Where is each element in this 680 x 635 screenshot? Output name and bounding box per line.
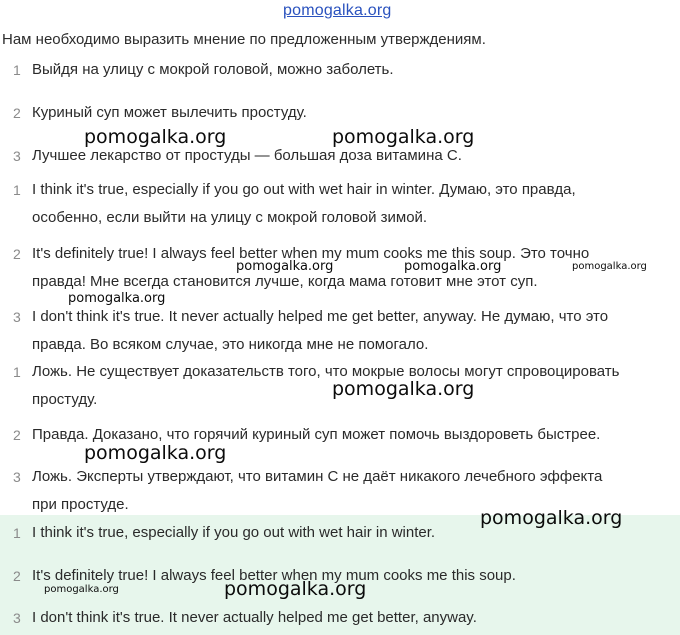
item-text-line1: I don't think it's true. It never actually helped me get better, anyway. Не думаю, что это	[32, 308, 609, 325]
item-text-line2: простуду.	[32, 391, 98, 408]
watermark: pomogalka.org	[68, 291, 166, 306]
item-text-line2: правда! Мне всегда становится лучше, когда мама готовит мне этот суп.	[32, 273, 538, 290]
item-text-line2: при простуде.	[32, 496, 129, 513]
item-text-line2: правда. Во всяком случае, это никогда мне не помогало.	[32, 336, 429, 353]
item-number: 3	[13, 469, 21, 485]
item-number: 1	[13, 525, 21, 541]
item-number: 1	[13, 182, 21, 198]
watermark: pomogalka.org	[332, 378, 475, 400]
watermark: pomogalka.org	[480, 507, 623, 529]
watermark: pomogalka.org	[572, 261, 647, 272]
watermark: pomogalka.org	[224, 578, 367, 600]
item-number: 2	[13, 246, 21, 262]
item-number: 2	[13, 105, 21, 121]
item-number: 1	[13, 62, 21, 78]
watermark: pomogalka.org	[332, 126, 475, 148]
task-instruction: Нам необходимо выразить мнение по предложенным утверждениям.	[2, 31, 486, 48]
item-text-line2: особенно, если выйти на улицу с мокрой головой зимой.	[32, 209, 428, 226]
watermark: pomogalka.org	[84, 126, 227, 148]
item-text-line1: Правда. Доказано, что горячий куриный суп может помочь выздороветь быстрее.	[32, 426, 601, 443]
item-text: I don't think it's true. It never actually helped me get better, anyway.	[32, 609, 477, 626]
item-number: 3	[13, 309, 21, 325]
item-number: 3	[13, 148, 21, 164]
item-number: 3	[13, 610, 21, 626]
site-watermark-link[interactable]: pomogalka.org	[283, 2, 392, 19]
item-number: 2	[13, 427, 21, 443]
item-text-line1: I think it's true, especially if you go out with wet hair in winter. Думаю, это правда,	[32, 181, 576, 198]
item-text-line1: Ложь. Эксперты утверждают, что витамин С не даёт никакого лечебного эффекта	[32, 468, 603, 485]
item-number: 2	[13, 568, 21, 584]
item-text-line1: Ложь. Не существует доказательств того, что мокрые волосы могут спровоцировать	[32, 363, 620, 380]
item-text: It's definitely true! I always feel better when my mum cooks me this soup.	[32, 567, 516, 584]
watermark: pomogalka.org	[44, 584, 119, 595]
item-text: Выйдя на улицу с мокрой головой, можно заболеть.	[32, 61, 394, 78]
watermark: pomogalka.org	[404, 259, 502, 274]
item-number: 1	[13, 364, 21, 380]
item-text: I think it's true, especially if you go out with wet hair in winter.	[32, 524, 436, 541]
watermark: pomogalka.org	[84, 442, 227, 464]
watermark: pomogalka.org	[236, 259, 334, 274]
item-text: Лучшее лекарство от простуды — большая доза витамина С.	[32, 147, 462, 164]
item-text: Куриный суп может вылечить простуду.	[32, 104, 307, 121]
item-text-line1: It's definitely true! I always feel better when my mum cooks me this soup. Это точно	[32, 245, 590, 262]
